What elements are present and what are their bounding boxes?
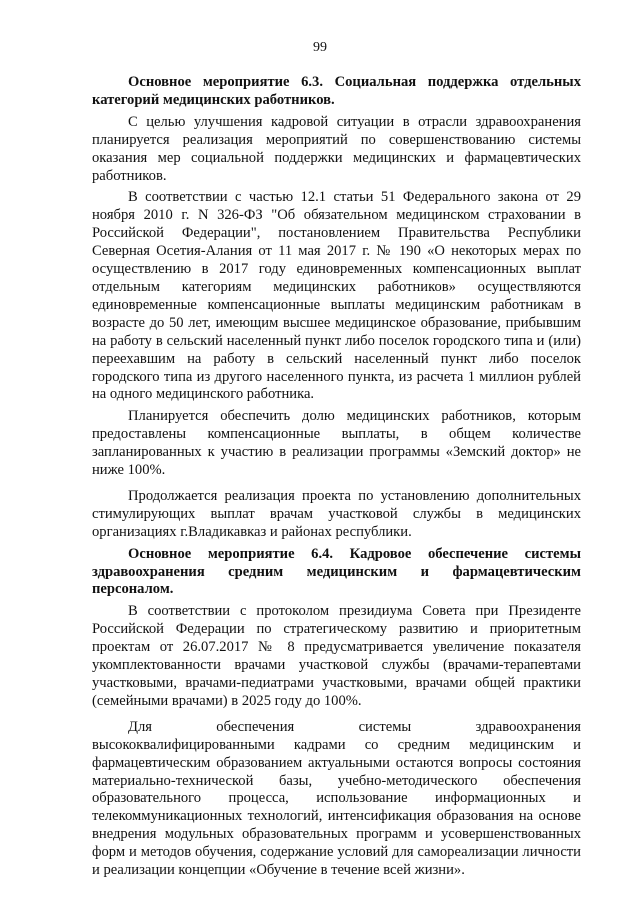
section-heading-6-4: Основное мероприятие 6.4. Кадровое обеспечение системы здравоохранения средним медицинским и фармацевтическим персоналом.	[92, 545, 581, 598]
document-body	[92, 74, 581, 884]
paragraph: Планируется обеспечить долю медицинских работников, которым предоставлены компенсационные выплаты, в общем количестве запланированных к участию в реализации программы «Земский доктор» не ниже 100%.	[92, 408, 581, 479]
paragraph: В соответствии с частью 12.1 статьи 51 Федерального закона от 29 ноября 2010 г. N 326-ФЗ "Об обязательном медицинском страховании в Российской Федерации", постановлением Правительства Республики Северная Осетия-Алания от 11 мая 2017 г. № 190 «О некоторых мерах по осуществлению в 2017 году единовременных компенсационных выплат отдельным категориям медицинских работников» осуществляются единовременные компенсационные выплаты медицинским работникам в возрасте до 50 лет, имеющим высшее медицинское образование, прибывшим на работу в сельский населенный пункт либо поселок городского типа и (или) переехавшим на работу в сельский населенный пункт либо поселок городского типа из другого населенного пункта, из расчета 1 миллион рублей на одного медицинского работника.	[92, 189, 581, 403]
paragraph: Для обеспечения системы здравоохранения высококвалифицированными кадрами со средним медицинским и фармацевтическим образованием актуальными остаются вопросы состояния материально-технической базы, учебно-методического обеспечения образовательного процесса, использование информационных и телекоммуникационных технологий, интенсификация образования на основе внедрения модульных образовательных программ и усовершенствованных форм и методов обучения, содержание условий для самореализации личности и реализации концепции «Обучение в течение всей жизни».	[92, 718, 581, 879]
paragraph: С целью улучшения кадровой ситуации в отрасли здравоохранения планируется реализация мероприятий по совершенствованию системы оказания мер социальной поддержки медицинских и фармацевтических работников.	[92, 113, 581, 184]
paragraph: Продолжается реализация проекта по установлению дополнительных стимулирующих выплат врачам участковой службы в медицинских организациях г.Владикавказ и районах республики.	[92, 487, 581, 540]
page-number: 99	[313, 40, 327, 55]
section-heading-6-3: Основное мероприятие 6.3. Социальная поддержка отдельных категорий медицинских работников.	[92, 74, 581, 108]
paragraph: В соответствии с протоколом президиума Совета при Президенте Российской Федерации по стратегическому развитию и приоритетным проектам от 26.07.2017 № 8 предусматривается увеличение показателя укомплектованности врачами участковой службы (врачами-терапевтами участковыми, врачами-педиатрами участковыми, врачами общей практики (семейными врачами) в 2025 году до 100%.	[92, 603, 581, 709]
